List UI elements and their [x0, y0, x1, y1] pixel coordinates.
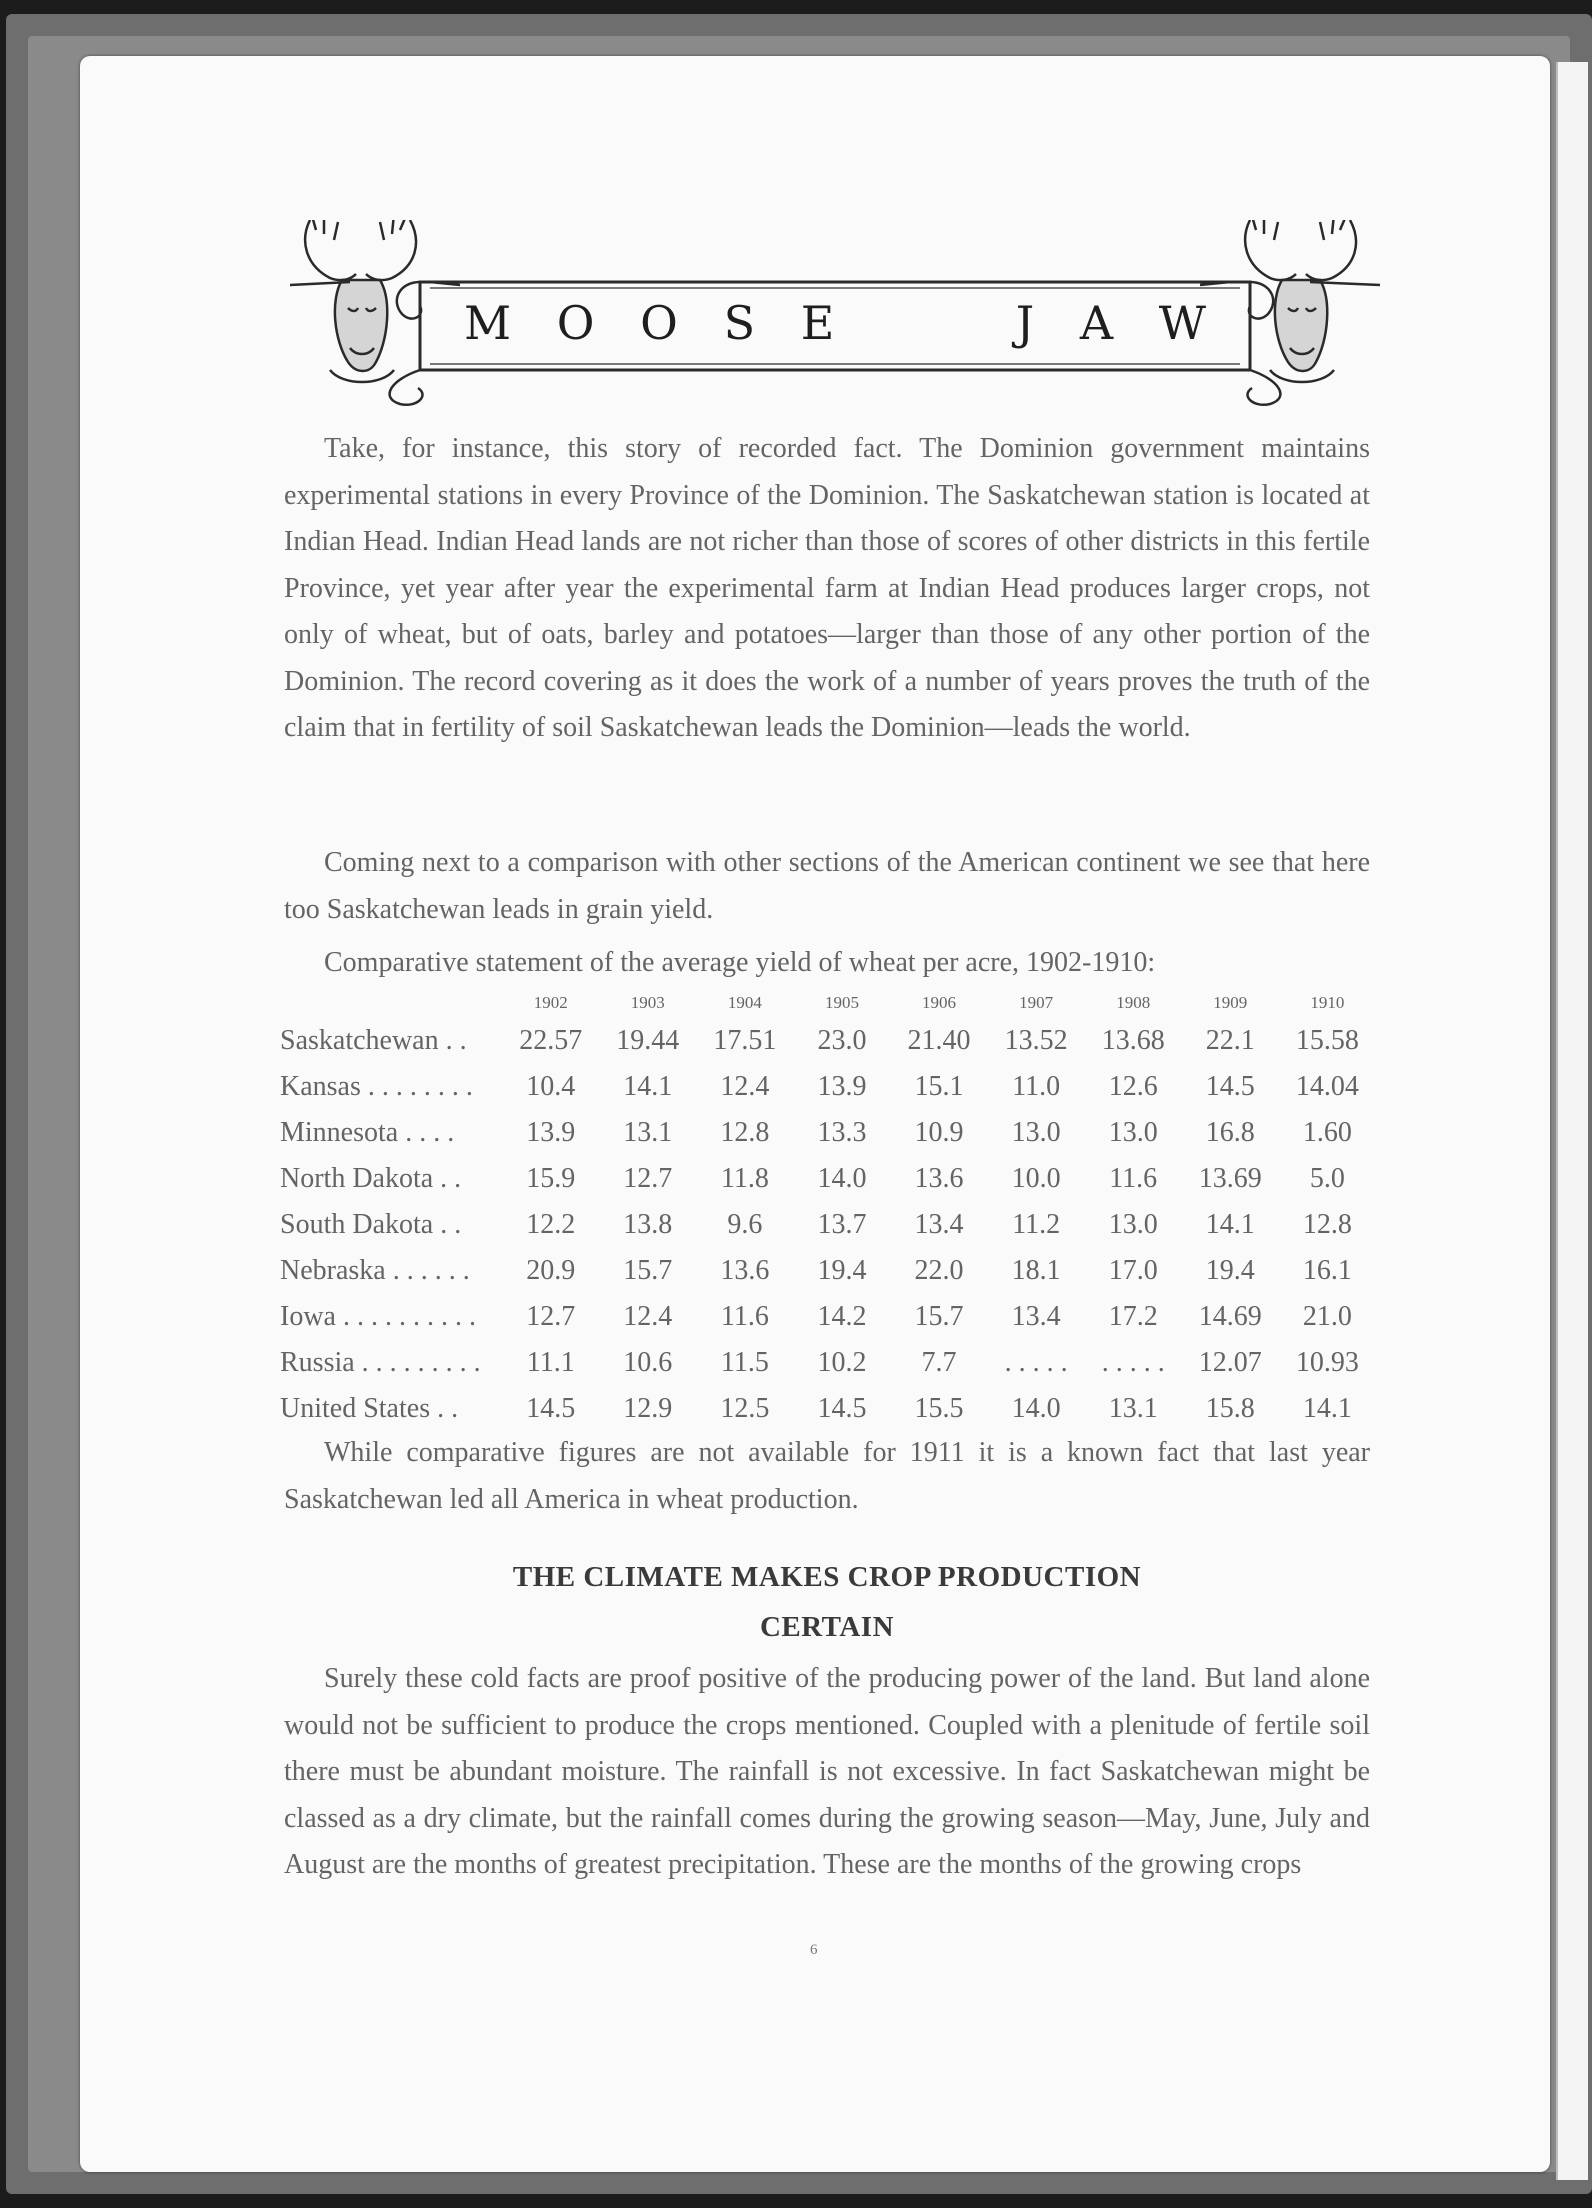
yield-value-cell: 11.8	[720, 1163, 769, 1194]
yield-value-cell: 13.0	[1108, 1209, 1158, 1240]
yield-value-cell: 14.1	[1302, 1393, 1352, 1424]
year-header: 1905	[824, 993, 859, 1012]
yield-value-cell: 13.6	[720, 1255, 770, 1286]
yield-value-cell: 12.4	[720, 1071, 770, 1102]
yield-value-cell: 23.0	[817, 1025, 867, 1056]
yield-value-cell: 9.6	[727, 1209, 763, 1240]
yield-value-cell: 13.7	[817, 1209, 867, 1240]
yield-value-cell: 1.60	[1302, 1117, 1352, 1148]
yield-value-cell: 12.4	[623, 1301, 673, 1332]
yield-value-cell: 13.68	[1101, 1025, 1165, 1056]
yield-value-cell: 13.1	[1108, 1393, 1158, 1424]
yield-value-cell: 15.7	[914, 1301, 964, 1332]
yield-value-cell: 12.2	[526, 1209, 576, 1240]
yield-value-cell: 17.0	[1108, 1255, 1158, 1286]
yield-value-cell: 13.8	[623, 1209, 673, 1240]
yield-value-cell: 14.5	[1205, 1071, 1255, 1102]
yield-value-cell: 13.1	[623, 1117, 673, 1148]
banner-letter: A	[1079, 296, 1114, 350]
banner-letter: O	[640, 296, 678, 350]
yield-value-cell: 12.9	[623, 1393, 673, 1424]
section-heading-line: THE CLIMATE MAKES CROP PRODUCTION	[512, 1561, 1142, 1593]
region-cell: Russia . . . . . . . . .	[280, 1347, 481, 1378]
yield-value-cell: . . . . .	[1004, 1347, 1068, 1378]
yield-value-cell: 13.9	[817, 1071, 867, 1102]
yield-value-cell: 14.1	[623, 1071, 673, 1102]
table-row	[280, 1064, 1376, 1110]
yield-value-cell: 19.4	[1205, 1255, 1255, 1286]
table-row	[280, 1202, 1376, 1248]
section-heading-line: CERTAIN	[759, 1611, 895, 1643]
section-heading	[284, 1552, 1370, 1652]
year-header: 1909	[1213, 993, 1248, 1012]
yield-value-cell: 22.1	[1205, 1025, 1255, 1056]
yield-value-cell: 11.0	[1012, 1071, 1061, 1102]
yield-value-cell: 10.93	[1295, 1347, 1359, 1378]
region-cell: Minnesota . . . .	[280, 1117, 455, 1148]
yield-value-cell: 13.0	[1108, 1117, 1158, 1148]
table-row	[280, 1156, 1376, 1202]
yield-value-cell: 15.8	[1205, 1393, 1255, 1424]
yield-value-cell: 16.1	[1302, 1255, 1352, 1286]
table-row	[280, 1386, 1376, 1432]
region-cell: United States . .	[280, 1393, 459, 1424]
yield-value-cell: 12.6	[1108, 1071, 1158, 1102]
yield-value-cell: 12.7	[623, 1163, 673, 1194]
yield-value-cell: 11.6	[720, 1301, 769, 1332]
region-column-header	[280, 988, 502, 1018]
region-cell: Saskatchewan . .	[280, 1025, 467, 1056]
wheat-yield-table	[280, 988, 1376, 1432]
year-header: 1902	[533, 993, 568, 1012]
yield-value-cell: 12.8	[1302, 1209, 1352, 1240]
table-row	[280, 1294, 1376, 1340]
yield-value-cell: 7.7	[921, 1347, 957, 1378]
banner-title	[440, 278, 1230, 368]
paragraph-indian-head: Take, for instance, this story of recorded fact. The Dominion government maintains experimental stations in every Province of the Dominion. The Saskatchewan station is located at Indian Head. Indian Head lands are not richer than those of scores of other districts in this fertile Province, yet year after year the experimental farm at Indian Head produces larger crops, not only of wheat, but of oats, barley and potatoes—larger than those of any other portion of the Dominion. The record covering as it does the work of a number of years proves the truth of the claim that in fertility of soil Saskatchewan leads the Dominion—leads the world.	[284, 433, 1370, 743]
yield-value-cell: 19.44	[616, 1025, 680, 1056]
yield-value-cell: 15.7	[623, 1255, 673, 1286]
yield-value-cell: 14.69	[1198, 1301, 1262, 1332]
yield-value-cell: 10.2	[817, 1347, 867, 1378]
yield-value-cell: 13.4	[914, 1209, 964, 1240]
year-header: 1903	[630, 993, 665, 1012]
year-header: 1906	[922, 993, 957, 1012]
yield-value-cell: 13.0	[1011, 1117, 1061, 1148]
yield-value-cell: 16.8	[1205, 1117, 1255, 1148]
yield-value-cell: 10.4	[526, 1071, 576, 1102]
year-header: 1904	[727, 993, 762, 1012]
yield-value-cell: 12.5	[720, 1393, 770, 1424]
banner-letter: W	[1158, 296, 1206, 350]
table-header-row	[280, 988, 1376, 1018]
region-cell: North Dakota . .	[280, 1163, 462, 1194]
yield-value-cell: 13.6	[914, 1163, 964, 1194]
yield-value-cell: 14.0	[1011, 1393, 1061, 1424]
paragraph-1911-note: While comparative figures are not available for 1911 it is a known fact that last year Saskatchewan led all America in wheat production.	[284, 1437, 1370, 1515]
yield-value-cell: 14.0	[817, 1163, 867, 1194]
banner-letter: J	[1015, 296, 1035, 350]
table-row	[280, 1340, 1376, 1386]
year-header: 1910	[1310, 993, 1345, 1012]
yield-value-cell: 15.58	[1295, 1025, 1359, 1056]
yield-value-cell: 12.8	[720, 1117, 770, 1148]
yield-value-cell: 14.5	[817, 1393, 867, 1424]
yield-value-cell: 17.51	[713, 1025, 777, 1056]
yield-value-cell: 21.0	[1302, 1301, 1352, 1332]
yield-value-cell: 13.52	[1004, 1025, 1068, 1056]
yield-value-cell: 17.2	[1108, 1301, 1158, 1332]
table-caption: Comparative statement of the average yield of wheat per acre, 1902-1910:	[324, 947, 1156, 978]
yield-value-cell: 14.04	[1295, 1071, 1359, 1102]
table-row	[280, 1248, 1376, 1294]
yield-value-cell: 10.9	[914, 1117, 964, 1148]
yield-value-cell: 19.4	[817, 1255, 867, 1286]
yield-value-cell: 5.0	[1309, 1163, 1345, 1194]
yield-value-cell: . . . . .	[1101, 1347, 1165, 1378]
year-header: 1908	[1116, 993, 1151, 1012]
facing-page-edge	[1556, 62, 1588, 2180]
yield-value-cell: 11.1	[526, 1347, 575, 1378]
yield-value-cell: 15.1	[914, 1071, 964, 1102]
yield-value-cell: 11.5	[720, 1347, 769, 1378]
yield-value-cell: 14.1	[1205, 1209, 1255, 1240]
yield-value-cell: 12.7	[526, 1301, 576, 1332]
paragraph-climate: Surely these cold facts are proof positive of the producing power of the land. But land alone would not be sufficient to produce the crops mentioned. Coupled with a plenitude of fertile soil there must be abundant moisture. The rainfall is not excessive. In fact Saskatchewan might be classed as a dry climate, but the rainfall comes during the growing season—May, June, July and August are the months of greatest precipitation. These are the months of the growing crops	[284, 1663, 1370, 1880]
moose-jaw-banner	[290, 220, 1380, 410]
paragraph-comparison-intro: Coming next to a comparison with other sections of the American continent we see that here too Saskatchewan leads in grain yield.	[284, 847, 1370, 925]
banner-letter: O	[556, 296, 595, 350]
yield-value-cell: 12.07	[1198, 1347, 1262, 1378]
yield-value-cell: 13.9	[526, 1117, 576, 1148]
yield-value-cell: 11.6	[1109, 1163, 1158, 1194]
yield-value-cell: 21.40	[907, 1025, 971, 1056]
yield-value-cell: 22.57	[519, 1025, 583, 1056]
yield-value-cell: 15.5	[914, 1393, 964, 1424]
yield-value-cell: 14.2	[817, 1301, 867, 1332]
table-row	[280, 1018, 1376, 1064]
year-header: 1907	[1019, 993, 1054, 1012]
yield-value-cell: 18.1	[1011, 1255, 1061, 1286]
banner-letter: M	[464, 296, 512, 350]
region-cell: Nebraska . . . . . .	[280, 1255, 470, 1286]
region-cell: South Dakota . .	[280, 1209, 462, 1240]
banner-letter: E	[800, 296, 835, 350]
yield-value-cell: 10.0	[1011, 1163, 1061, 1194]
banner-letter: S	[723, 296, 756, 350]
yield-value-cell: 14.5	[526, 1393, 576, 1424]
yield-value-cell: 13.69	[1198, 1163, 1262, 1194]
yield-value-cell: 22.0	[914, 1255, 964, 1286]
yield-value-cell: 15.9	[526, 1163, 576, 1194]
yield-value-cell: 13.3	[817, 1117, 867, 1148]
table-row	[280, 1110, 1376, 1156]
page-number: 6	[810, 1942, 818, 1958]
region-cell: Kansas . . . . . . . .	[280, 1071, 473, 1102]
yield-value-cell: 20.9	[526, 1255, 576, 1286]
yield-value-cell: 11.2	[1012, 1209, 1061, 1240]
yield-value-cell: 13.4	[1011, 1301, 1061, 1332]
yield-value-cell: 10.6	[623, 1347, 673, 1378]
region-cell: Iowa . . . . . . . . . .	[280, 1301, 476, 1332]
